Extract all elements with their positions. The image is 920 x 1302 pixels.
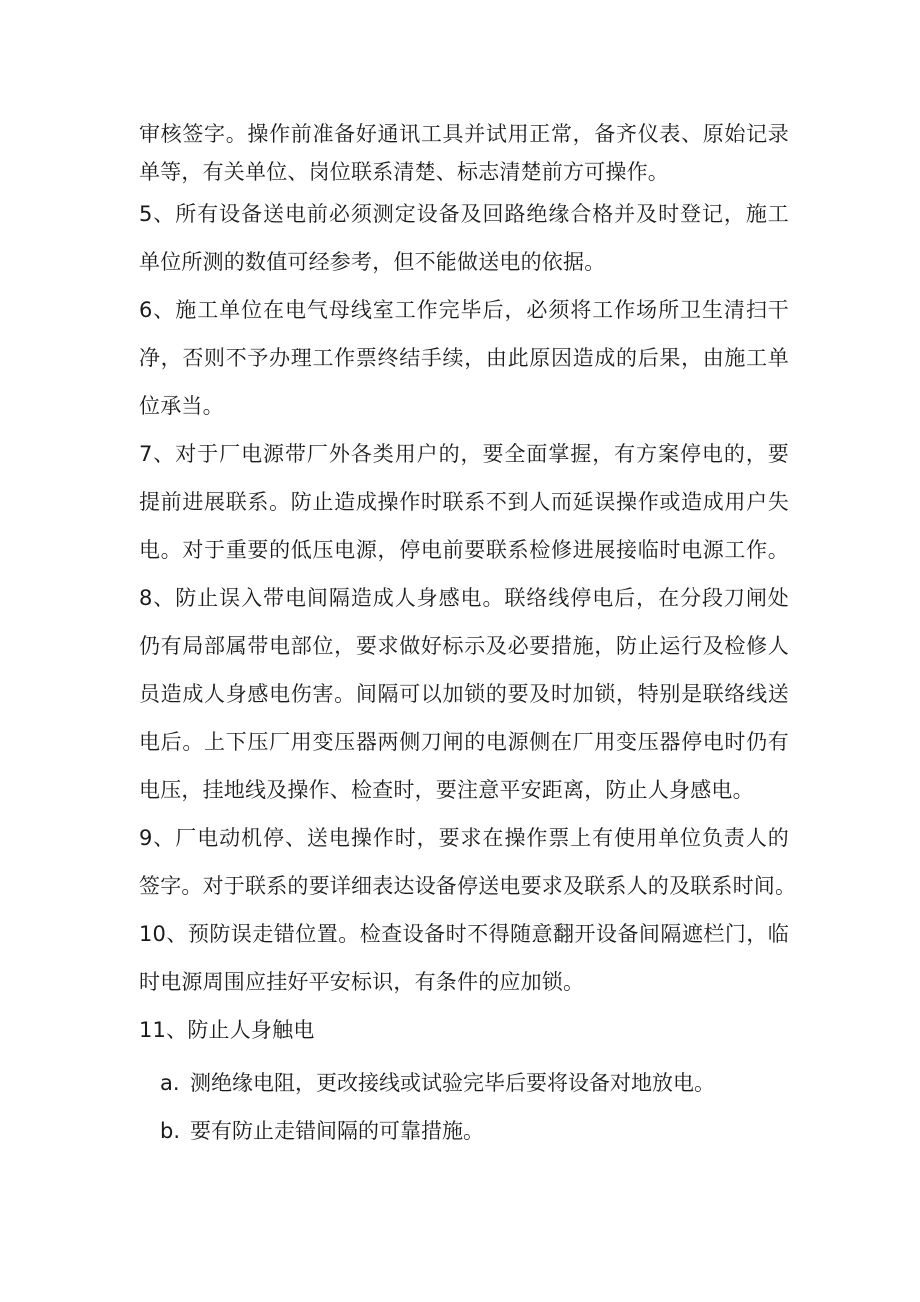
- text-line: 6、施工单位在电气母线室工作完毕后，必须将工作场所卫生清扫干: [139, 298, 789, 322]
- list-marker: a.: [160, 1071, 180, 1095]
- text-line: 净，否则不予办理工作票终结手续，由此原因造成的后果，由施工单: [139, 346, 789, 370]
- list-marker: b.: [160, 1119, 181, 1143]
- list-item-text: 测绝缘电阻，更改接线或试验完毕后要将设备对地放电。: [190, 1071, 715, 1095]
- text-line: 位承当。: [139, 394, 224, 418]
- text-line: 8、防止误入带电间隔造成人身感电。联络线停电后，在分段刀闸处: [139, 586, 789, 610]
- text-line: 审核签字。操作前准备好通讯工具并试用正常，备齐仪表、原始记录: [139, 122, 789, 146]
- text-line: 仍有局部属带电部位，要求做好标示及必要措施，防止运行及检修人: [139, 634, 789, 658]
- text-line: 11、防止人身触电: [139, 1018, 315, 1042]
- list-item: [160, 1068, 715, 1098]
- text-line: 单等，有关单位、岗位联系清楚、标志清楚前方可操作。: [139, 160, 669, 184]
- text-line: 10、预防误走错位置。检查设备时不得随意翻开设备间隔遮栏门，临: [139, 922, 789, 946]
- text-line: 签字。对于联系的要详细表达设备停送电要求及联系人的及联系时间。: [139, 874, 797, 898]
- text-line: 电后。上下压厂用变压器两侧刀闸的电源侧在厂用变压器停电时仍有: [139, 730, 789, 754]
- text-line: 单位所测的数值可经参考，但不能做送电的依据。: [139, 250, 606, 274]
- text-line: 提前进展联系。防止造成操作时联系不到人而延误操作或造成用户失: [139, 490, 789, 514]
- text-line: 9、厂电动机停、送电操作时，要求在操作票上有使用单位负责人的: [139, 826, 789, 850]
- text-line: 电。对于重要的低压电源，停电前要联系检修进展接临时电源工作。: [139, 538, 789, 562]
- text-line: 员造成人身感电伤害。间隔可以加锁的要及时加锁，特别是联络线送: [139, 682, 789, 706]
- text-line: 7、对于厂电源带厂外各类用户的，要全面掌握，有方案停电的，要: [139, 442, 789, 466]
- list-item-text: 要有防止走错间隔的可靠措施。: [190, 1119, 484, 1143]
- text-line: 5、所有设备送电前必须测定设备及回路绝缘合格并及时登记，施工: [139, 202, 789, 226]
- list-item: [160, 1116, 484, 1146]
- text-line: 时电源周围应挂好平安标识，有条件的应加锁。: [139, 970, 585, 994]
- text-line: 电压，挂地线及操作、检查时，要注意平安距离，防止人身感电。: [139, 778, 754, 802]
